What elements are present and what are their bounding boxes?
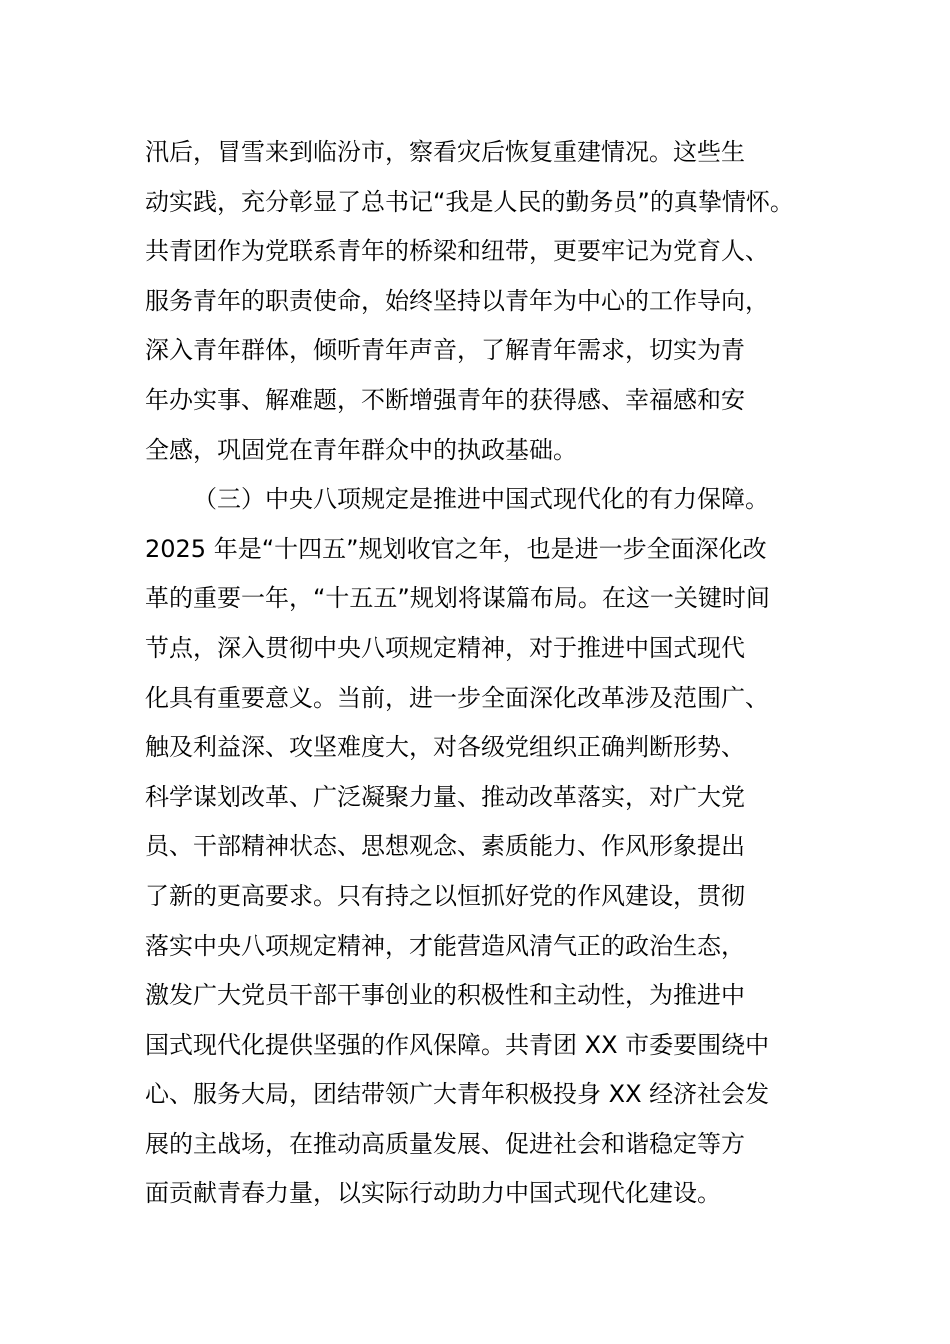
text-line: 落实中央八项规定精神，才能营造风清气正的政治生态，: [145, 931, 745, 960]
text-line: 心、服务大局，团结带领广大青年积极投身 XX 经济社会发: [145, 1080, 770, 1109]
text-line: 员、干部精神状态、思想观念、素质能力、作风形象提出: [145, 832, 745, 861]
text-line: 面贡献青春力量，以实际行动助力中国式现代化建设。: [145, 1179, 721, 1208]
section-heading: （三）中央八项规定是推进中国式现代化的有力保障。: [193, 485, 769, 514]
text-line: 国式现代化提供坚强的作风保障。共青团 XX 市委要围绕中: [145, 1030, 770, 1059]
text-line: 汛后，冒雪来到临汾市，察看灾后恢复重建情况。这些生: [145, 138, 745, 166]
text-line: 2025 年是“十四五”规划收官之年，也是进一步全面深化改: [145, 534, 767, 563]
text-line: 展的主战场，在推动高质量发展、促进社会和谐稳定等方: [145, 1129, 745, 1158]
text-line: 服务青年的职责使命，始终坚持以青年为中心的工作导向，: [145, 286, 769, 315]
text-line: 激发广大党员干部干事创业的积极性和主动性，为推进中: [145, 981, 745, 1010]
text-line: 共青团作为党联系青年的桥梁和纽带，更要牢记为党育人、: [145, 237, 769, 266]
text-line: 全感，巩固党在青年群众中的执政基础。: [145, 435, 577, 464]
text-line: 了新的更高要求。只有持之以恒抓好党的作风建设，贯彻: [145, 881, 745, 910]
text-line: 动实践，充分彰显了总书记“我是人民的勤务员”的真挚情怀。: [145, 187, 794, 216]
text-line: 革的重要一年，“十五五”规划将谋篇布局。在这一关键时间: [145, 584, 770, 613]
text-line: 深入青年群体，倾听青年声音，了解青年需求，切实为青: [145, 336, 745, 365]
text-line: 触及利益深、攻坚难度大，对各级党组织正确判断形势、: [145, 733, 745, 762]
text-line: 科学谋划改革、广泛凝聚力量、推动改革落实，对广大党: [145, 782, 745, 811]
text-line: 年办实事、解难题，不断增强青年的获得感、幸福感和安: [145, 385, 745, 414]
body-text: [145, 128, 845, 1219]
text-line: 化具有重要意义。当前，进一步全面深化改革涉及范围广、: [145, 683, 769, 712]
text-line: 节点，深入贯彻中央八项规定精神，对于推进中国式现代: [145, 633, 745, 662]
